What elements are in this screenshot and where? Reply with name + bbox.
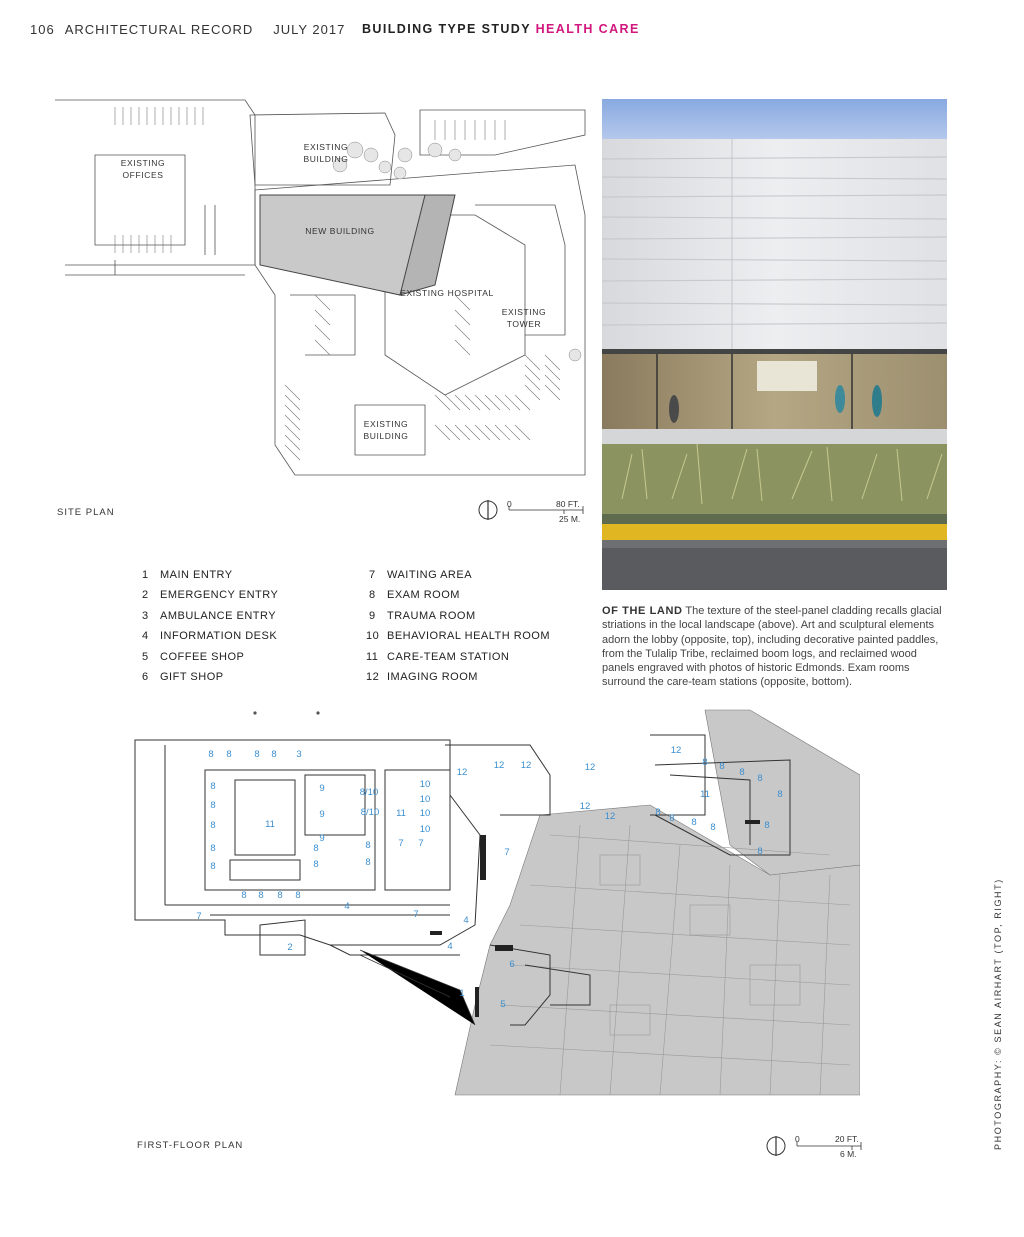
site-scale-zero: 0 xyxy=(507,499,512,509)
svg-text:8: 8 xyxy=(710,822,716,833)
legend-item: 8 EXAM ROOM xyxy=(369,589,460,601)
svg-text:8: 8 xyxy=(365,840,371,851)
label-existing-building-bottom: EXISTING BUILDING xyxy=(363,419,409,441)
caption-lead: OF THE LAND xyxy=(602,605,683,617)
legend-item: 12 IMAGING ROOM xyxy=(366,671,478,683)
photo-caption xyxy=(602,604,952,690)
svg-text:7: 7 xyxy=(196,911,202,922)
floor-plan-caption: FIRST-FLOOR PLAN xyxy=(137,1140,244,1151)
floor-scale-meters: 6 M. xyxy=(840,1149,857,1159)
label-existing-offices: EXISTING OFFICES xyxy=(120,158,166,180)
svg-text:6: 6 xyxy=(509,959,515,970)
svg-text:3: 3 xyxy=(296,749,302,760)
svg-text:8: 8 xyxy=(313,843,319,854)
legend-item: 10 BEHAVIORAL HEALTH ROOM xyxy=(366,630,550,642)
label-existing-hospital: EXISTING HOSPITAL xyxy=(400,288,494,298)
svg-text:8: 8 xyxy=(365,857,371,868)
legend-item: 7 WAITING AREA xyxy=(369,569,473,581)
page-number: 106 xyxy=(30,22,55,37)
svg-text:10: 10 xyxy=(419,808,431,819)
svg-text:12: 12 xyxy=(670,745,682,756)
svg-text:8: 8 xyxy=(210,800,216,811)
svg-text:8: 8 xyxy=(258,890,264,901)
svg-text:11: 11 xyxy=(700,789,710,800)
svg-text:8/10: 8/10 xyxy=(360,807,380,818)
svg-text:8: 8 xyxy=(691,817,697,828)
svg-text:4: 4 xyxy=(447,941,453,952)
svg-text:4: 4 xyxy=(463,915,469,926)
svg-text:7: 7 xyxy=(504,847,510,858)
building-facade-photo xyxy=(602,99,947,590)
svg-text:8: 8 xyxy=(241,890,247,901)
svg-text:11: 11 xyxy=(396,808,406,819)
svg-text:1: 1 xyxy=(459,988,465,999)
svg-text:8: 8 xyxy=(254,749,260,760)
page-header xyxy=(30,22,345,37)
svg-text:8: 8 xyxy=(271,749,277,760)
svg-text:12: 12 xyxy=(520,760,532,771)
svg-text:8: 8 xyxy=(702,757,708,768)
svg-text:5: 5 xyxy=(500,999,506,1010)
svg-text:9: 9 xyxy=(319,833,325,844)
svg-text:7: 7 xyxy=(413,909,419,920)
svg-text:9: 9 xyxy=(319,809,325,820)
first-floor-plan-drawing xyxy=(130,705,860,1100)
issue-date: JULY 2017 xyxy=(273,22,346,37)
svg-text:8: 8 xyxy=(719,761,725,772)
svg-text:8: 8 xyxy=(277,890,283,901)
photo-credit: PHOTOGRAPHY: © SEAN AIRHART (TOP, RIGHT) xyxy=(993,878,1003,1150)
svg-text:4: 4 xyxy=(344,901,350,912)
svg-text:7: 7 xyxy=(418,838,424,849)
section-highlight: HEALTH CARE xyxy=(535,22,640,36)
svg-text:8: 8 xyxy=(208,749,214,760)
site-plan-caption: SITE PLAN xyxy=(57,507,115,518)
svg-text:12: 12 xyxy=(584,762,596,773)
svg-text:8: 8 xyxy=(777,789,783,800)
section-title xyxy=(362,22,640,36)
site-scale-feet: 80 FT. xyxy=(556,499,580,509)
legend-item: 6 GIFT SHOP xyxy=(142,671,224,683)
legend-item: 3 AMBULANCE ENTRY xyxy=(142,610,277,622)
svg-text:8: 8 xyxy=(210,843,216,854)
legend-item: 4 INFORMATION DESK xyxy=(142,630,278,642)
svg-text:8/10: 8/10 xyxy=(359,787,379,798)
svg-text:12: 12 xyxy=(579,801,591,812)
svg-text:8: 8 xyxy=(655,807,661,818)
svg-text:8: 8 xyxy=(210,861,216,872)
svg-text:11: 11 xyxy=(265,819,275,830)
caption-body: The texture of the steel-panel cladding recalls glacial striations in the local landscape (above). Art and sculptural elements adorn the lobby (opposite, top), including decorative painted paddles, from the Tulalip Tribe, reclaimed boom logs, and reclaimed wood panels engraved with photos of historic Edmonds. Exam rooms surround the care-team stations (opposite, bottom). xyxy=(602,605,942,689)
label-existing-tower: EXISTING TOWER xyxy=(501,307,547,329)
legend-item: 2 EMERGENCY ENTRY xyxy=(142,589,279,601)
site-scale-meters: 25 M. xyxy=(559,514,581,524)
svg-text:10: 10 xyxy=(419,779,431,790)
legend-item: 11 CARE-TEAM STATION xyxy=(366,651,510,663)
svg-text:8: 8 xyxy=(226,749,232,760)
svg-text:8: 8 xyxy=(764,820,770,831)
svg-text:10: 10 xyxy=(419,824,431,835)
floor-scale-feet: 20 FT. xyxy=(835,1134,859,1144)
svg-text:9: 9 xyxy=(319,783,325,794)
svg-text:10: 10 xyxy=(419,794,431,805)
section-prefix: BUILDING TYPE STUDY xyxy=(362,22,531,36)
floor-scale-zero: 0 xyxy=(795,1134,800,1144)
legend-item: 5 COFFEE SHOP xyxy=(142,651,245,663)
label-new-building: NEW BUILDING xyxy=(305,226,375,236)
svg-text:12: 12 xyxy=(456,767,468,778)
legend-item: 1 MAIN ENTRY xyxy=(142,569,233,581)
label-existing-building-top: EXISTING BUILDING xyxy=(303,142,349,164)
publication-name: ARCHITECTURAL RECORD xyxy=(64,22,254,37)
svg-text:12: 12 xyxy=(493,760,505,771)
svg-text:7: 7 xyxy=(398,838,404,849)
svg-text:8: 8 xyxy=(669,813,675,824)
legend-item: 9 TRAUMA ROOM xyxy=(369,610,476,622)
svg-text:8: 8 xyxy=(757,846,763,857)
svg-text:12: 12 xyxy=(604,811,616,822)
svg-text:8: 8 xyxy=(210,820,216,831)
svg-text:2: 2 xyxy=(287,942,293,953)
svg-text:8: 8 xyxy=(739,767,745,778)
svg-text:8: 8 xyxy=(313,859,319,870)
svg-text:8: 8 xyxy=(295,890,301,901)
svg-text:8: 8 xyxy=(210,781,216,792)
svg-text:8: 8 xyxy=(757,773,763,784)
